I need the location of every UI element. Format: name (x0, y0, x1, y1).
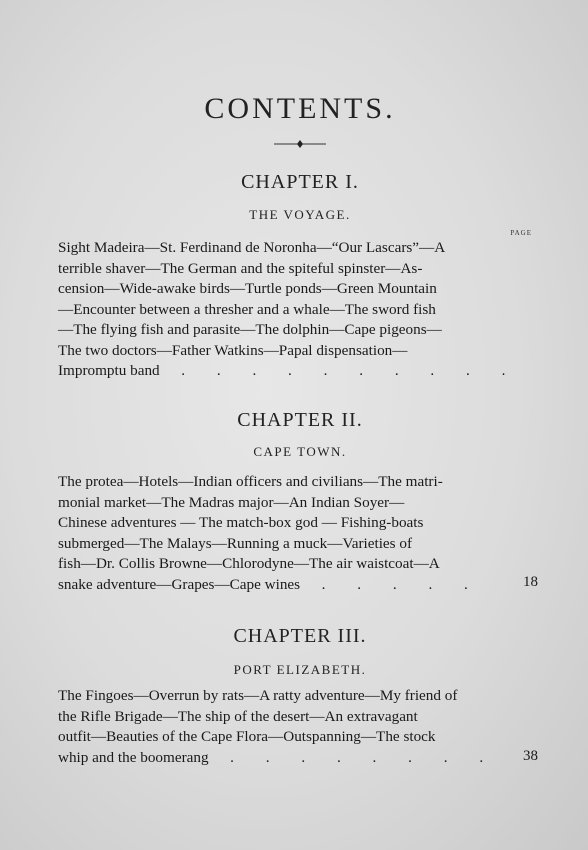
summary-line: The protea—Hotels—Indian officers and civilians—The matri- (58, 473, 443, 490)
summary-line: cension—Wide-awake birds—Turtle ponds—Green Mountain (58, 280, 437, 297)
summary-line: —Encounter between a thresher and a whale—The sword fish (58, 300, 436, 318)
ornament-divider (270, 138, 330, 150)
leader-dots: . . . . . (303, 575, 482, 593)
chapter-3-number: CHAPTER III. (233, 625, 367, 647)
summary-line (58, 361, 520, 382)
chapter-1-summary (58, 238, 520, 382)
chapter-2-summary (58, 472, 506, 595)
chapter-1-title: THE VOYAGE. (249, 207, 351, 222)
summary-line-text: whip and the boomerang (58, 748, 209, 766)
summary-line: Chinese adventures — The match-box god — Fishing-boats (58, 514, 424, 531)
chapter-3-page-number: 38 (523, 748, 538, 764)
leader-dots: . . . . . . . . . . (163, 362, 520, 379)
page-title: CONTENTS. (204, 92, 396, 125)
summary-line: outfit—Beauties of the Cape Flora—Outspanning—The stock (58, 728, 436, 745)
summary-line: —The flying fish and parasite—The dolphin—Cape pigeons— (58, 321, 442, 338)
chapter-2-page-number: 18 (523, 574, 538, 590)
chapter-1-number: CHAPTER I. (241, 171, 359, 193)
chapter-2-title: CAPE TOWN. (253, 444, 347, 459)
summary-line: Sight Madeira—St. Ferdinand de Noronha—“Our Lascars”—A (58, 239, 446, 256)
summary-line: The Fingoes—Overrun by rats—A ratty adventure—My friend of (58, 687, 458, 704)
summary-line: terrible shaver—The German and the spiteful spinster—As- (58, 259, 423, 277)
summary-line (58, 748, 506, 769)
summary-line (58, 575, 506, 596)
chapter-3-summary (58, 686, 506, 768)
leader-dots: . . . . . . . . (212, 748, 498, 766)
summary-line: The two doctors—Father Watkins—Papal dispensation— (58, 341, 408, 359)
chapter-3-title: PORT ELIZABETH. (233, 662, 367, 677)
summary-line-text: snake adventure—Grapes—Cape wines (58, 575, 301, 593)
summary-line: fish—Dr. Collis Browne—Chlorodyne—The air waistcoat—A (58, 555, 440, 572)
chapter-2-number: CHAPTER II. (237, 409, 363, 431)
summary-line: monial market—The Madras major—An Indian Soyer— (58, 493, 405, 511)
summary-line-text: Impromptu band (58, 362, 160, 379)
summary-line: the Rifle Brigade—The ship of the desert—An extravagant (58, 707, 418, 725)
page-column-label: PAGE (510, 229, 532, 237)
summary-line: submerged—The Malays—Running a muck—Varieties of (58, 534, 413, 552)
